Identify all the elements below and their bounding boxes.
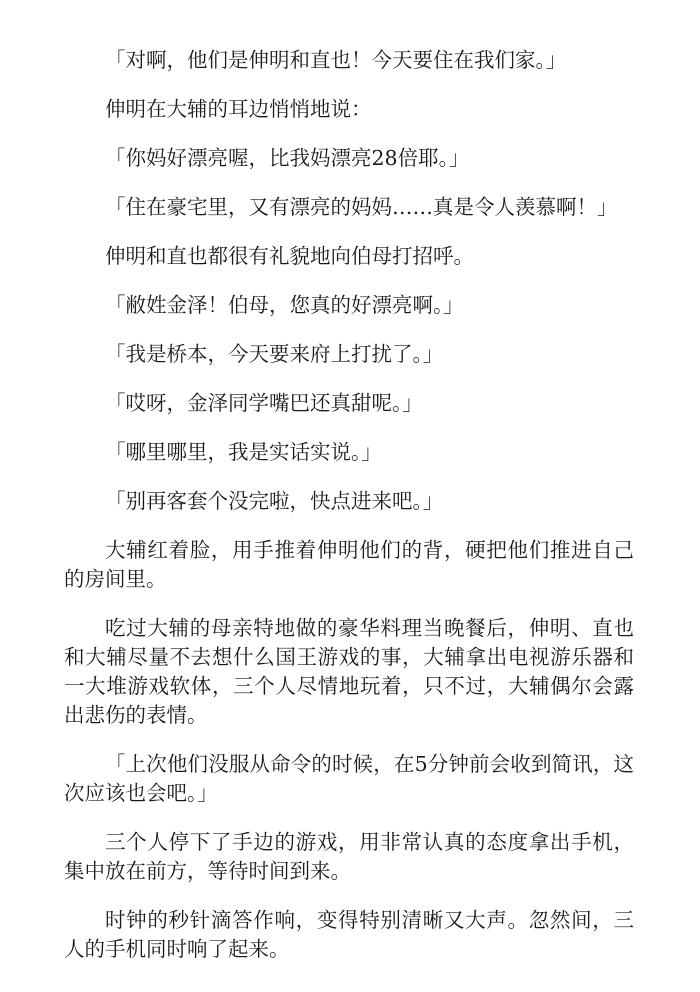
paragraph: 吃过大辅的母亲特地做的豪华料理当晚餐后，伸明、直也和大辅尽量不去想什么国王游戏的事，大辅拿出电视游乐器和一大堆游戏软体，三个人尽情地玩着，只不过，大辅偶尔会露出悲伤的表情。 (64, 616, 634, 727)
paragraph: 「上次他们没服从命令的时候，在5分钟前会收到简讯，这次应该也会吧。」 (64, 752, 634, 805)
paragraph: 「对啊，他们是伸明和直也！今天要住在我们家。」 (105, 48, 567, 72)
paragraph: 「别再客套个没完啦，快点进来吧。」 (105, 489, 444, 513)
paragraph: 三个人停下了手边的游戏，用非常认真的态度拿出手机，集中放在前方，等待时间到来。 (64, 830, 634, 883)
paragraph: 大辅红着脸，用手推着伸明他们的背，硬把他们推进自己的房间里。 (64, 538, 634, 591)
paragraph: 时钟的秒针滴答作响，变得特别清晰又大声。忽然间，三人的手机同时响了起来。 (64, 908, 634, 961)
paragraph: 「哎呀，金泽同学嘴巴还真甜呢。」 (105, 391, 423, 415)
paragraph: 「我是桥本，今天要来府上打扰了。」 (105, 342, 444, 366)
paragraph: 「敝姓金泽！伯母，您真的好漂亮啊。」 (105, 293, 464, 317)
paragraph: 伸明和直也都很有礼貌地向伯母打招呼。 (105, 244, 474, 268)
paragraph: 「哪里哪里，我是实话实说。」 (105, 440, 382, 464)
paragraph: 「住在豪宅里，又有漂亮的妈妈……真是令人羡慕啊！」 (105, 195, 618, 219)
paragraph: 伸明在大辅的耳边悄悄地说： (105, 97, 372, 121)
paragraph: 「你妈好漂亮喔，比我妈漂亮28倍耶。」 (105, 146, 470, 170)
